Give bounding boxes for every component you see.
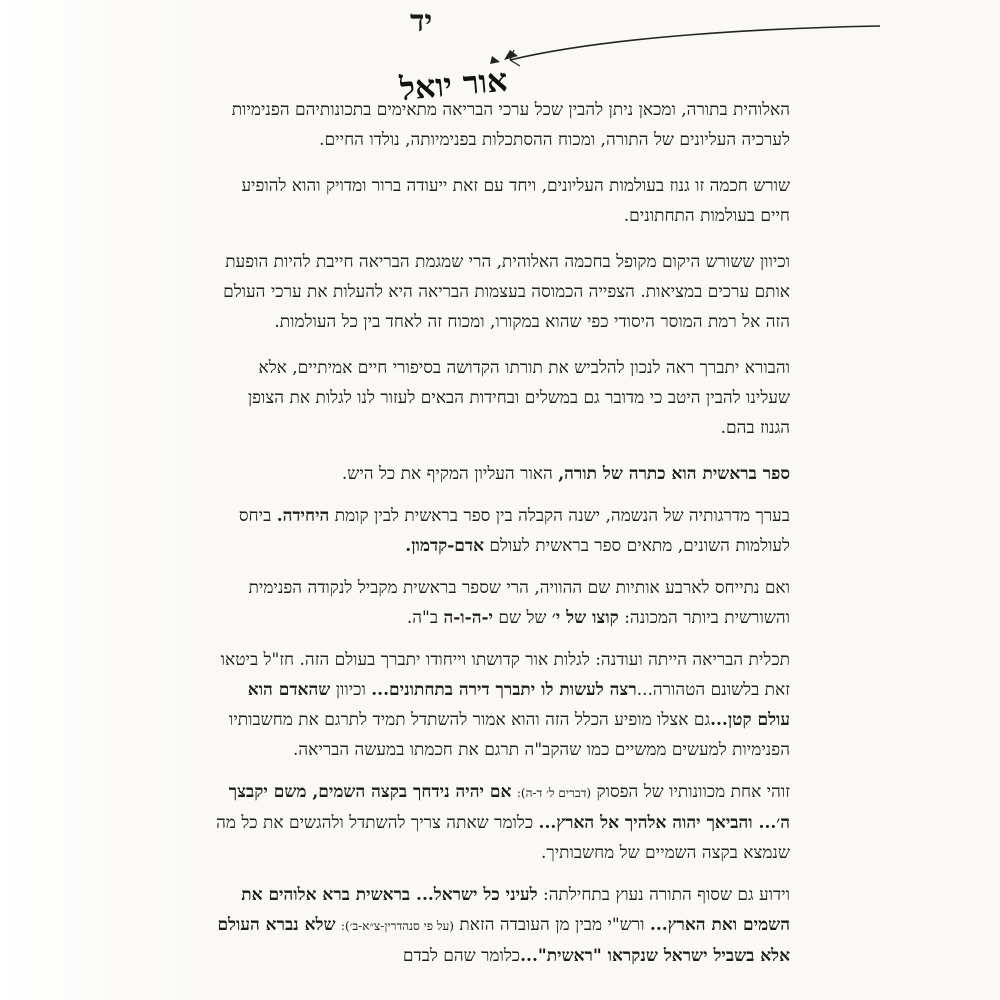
paragraph-8: תכלית הבריאה הייתה ועודנה: לגלות אור קדושתו וייחודו יתברך בעולם הזה. חז"ל ביטאו זאת בלשונם הטהורה...רצה לעשות לו יתברך דירה בתחתונים... וכיוון שהאדם הוא עולם קטן...גם אצלו מופיע הכלל הזה והוא אמור להשתדל תמיד לתרגם את מחשבותיו הפנימיות למעשים ממשיים כמו שהקב"ה תרגם את חכמתו במעשה הבריאה. (220, 650, 790, 760)
source-reference: (דברים ל׳ ד-ה): (516, 786, 592, 800)
bold-phrase: היחידה. (276, 506, 330, 526)
bold-phrase: שלא נברא העולם אלא בשביל ישראל שנקראו "ראשית"... (217, 915, 790, 966)
paragraph-2: שורש חכמה זו גנוז בעולמות העליונים, ויחד עם זאת ייעודה ברור ומדויק והוא להופיע חיים בעולמות התחתונים. (241, 176, 790, 226)
paragraph-4: והבורא יתברך ראה לנכון להלביש את תורתו הקדושה בסיפורי חיים אמיתיים, אלא שעלינו להבין היטב כי מדובר גם במשלים ובחידות הבאים לעזור לנו לגלות את הצופן הגנוז בהם. (247, 358, 790, 438)
source-reference: (על פי סנהדרין-צ״א-ב׳): (340, 919, 454, 933)
running-title: אור יואל (398, 60, 509, 108)
bold-phrase: אם יהיה נידחך בקצה השמים, משם יקבצך ה׳... והביאך יהוה אלהיך אל הארץ... (228, 782, 790, 833)
bold-phrase: אדם-קדמון. (405, 536, 484, 556)
page-margin (0, 0, 200, 1000)
paragraph-10: וידוע גם שסוף התורה נעוץ בתחילתה: לעיני כל ישראל... בראשית ברא אלוהים את השמים ואת הארץ... ורש"י מבין מן העובדה הזאת (על פי סנהדרין-צ״א-ב׳): שלא נברא העולם אלא בשביל ישראל שנקראו "ראשית"...כלומר שהם לבדם (217, 885, 790, 966)
paragraph-6: בערך מדרגותיה של הנשמה, ישנה הקבלה בין ספר בראשית לבין קומת היחידה. ביחס לעולמות השונים, מתאים ספר בראשית לעולם אדם-קדמון. (238, 506, 790, 556)
bold-phrase: שהאדם הוא עולם קטן... (247, 680, 790, 730)
bold-phrase: לעיני כל ישראל... בראשית ברא אלוהים את השמים ואת הארץ... (241, 885, 790, 935)
bold-phrase: רצה לעשות לו יתברך דירה בתחתונים... (371, 680, 637, 700)
paragraph-3: וכיוון ששורש היקום מקופל בחכמה האלוהית, הרי שמגמת הבריאה חייבת להיות הופעת אותם ערכים במציאות. הצפייה הכמוסה בעצמות הבריאה היא להעלות את ערכי העולם הזה אל רמת המוסר היסודי כפי שהוא במקורו, ומכוח זה לאחד בין כל העולמות. (223, 252, 790, 332)
page-header (200, 0, 780, 110)
paragraph-9: זוהי אחת מכוונותיו של הפסוק (דברים ל׳ ד-ה): אם יהיה נידחך בקצה השמים, משם יקבצך ה׳... והביאך יהוה אלהיך אל הארץ... כלומר שאתה צריך להשתדל ולהגשים את כל מה שנמצא בקצה השמיים של מחשבותיך. (216, 782, 790, 863)
bold-phrase: ספר בראשית הוא כתרה של תורה, (558, 464, 790, 484)
header-flourish-line (470, 18, 890, 78)
paragraph-7: ואם נתייחס לארבע אותיות שם ההוויה, הרי שספר בראשית מקביל לנקודה הפנימית והשורשית ביותר המכונה: קוצו של י׳ של שם י-ה-ו-ה ב"ה. (248, 578, 790, 628)
paragraph-5: ספר בראשית הוא כתרה של תורה, האור העליון המקיף את כל היש. (341, 464, 790, 484)
bold-phrase: קוצו של י׳ (551, 608, 619, 628)
bold-phrase: י-ה-ו-ה (443, 608, 493, 628)
paragraph-1: האלוהית בתורה, ומכאן ניתן להבין שכל ערכי הבריאה מתאימים בתכונותיהם הפנימיות לערכיה העליונים של התורה, ומכוח ההסתכלות בפנימיותה, נולדו החיים. (231, 100, 790, 150)
page-number: יד (410, 4, 433, 39)
main-text (215, 95, 790, 983)
